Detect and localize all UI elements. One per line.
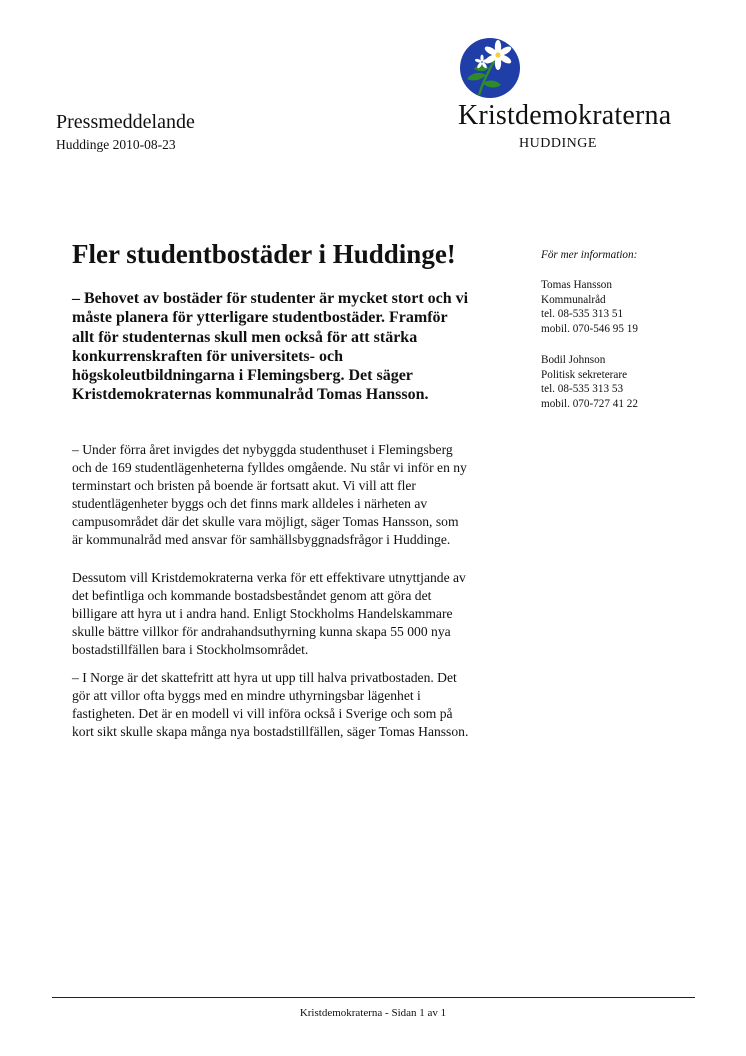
footer-divider bbox=[52, 997, 695, 998]
organization-name: Kristdemokraterna bbox=[458, 100, 672, 131]
contact-name: Bodil Johnson bbox=[541, 354, 606, 366]
contact-mobile: mobil. 070-546 95 19 bbox=[541, 322, 638, 335]
body-line: fastigheten. Det är en modell vi vill införa också i Sverige och som på bbox=[72, 706, 453, 721]
body-line: terminstart och bristen på boende är fortsatt akut. Vi vill att fler bbox=[72, 478, 416, 493]
body-line: Dessutom vill Kristdemokraterna verka för ett effektivare utnyttjande av bbox=[72, 570, 466, 585]
document-type: Pressmeddelande bbox=[56, 111, 195, 133]
press-release-title: Fler studentbostäder i Huddinge! bbox=[72, 239, 456, 269]
body-paragraph-1 bbox=[72, 441, 504, 549]
organization-city: HUDDINGE bbox=[519, 136, 597, 151]
body-line: billigare att hyra ut i andra hand. Enligt Stockholms Handelskammare bbox=[72, 606, 453, 621]
lead-line: – Behovet av bostäder för studenter är mycket stort och vi bbox=[72, 290, 469, 307]
lead-line: konkurrenskraften för universitets- och bbox=[72, 347, 343, 365]
contact-block-tomas bbox=[541, 278, 638, 336]
body-line: är kommunalråd med ansvar för samhällsbyggnadsfrågor i Huddinge. bbox=[72, 532, 451, 547]
body-line: gör att villor ofta byggs med en mindre uthyrningsbar lägenhet i bbox=[72, 688, 421, 703]
lead-line: allt för studenternas skull men också för att stärka bbox=[72, 328, 418, 346]
contact-name: Tomas Hansson bbox=[541, 279, 612, 291]
body-line: det befintliga och kommande bostadsbeståndet genom att göra det bbox=[72, 588, 432, 603]
contact-mobile: mobil. 070-727 41 22 bbox=[541, 397, 638, 410]
lead-line: högskoleutbildningarna i Flemingsberg. Det säger bbox=[72, 367, 413, 385]
contact-heading: För mer information: bbox=[541, 249, 638, 261]
contact-block-bodil bbox=[541, 353, 638, 411]
body-line: – I Norge är det skattefritt att hyra ut upp till halva privatbostaden. Det bbox=[72, 670, 457, 685]
body-line: bostadstillfällen bara i Stockholmsområdet. bbox=[72, 642, 309, 657]
body-line: och de 169 studentlägenheterna fylldes omgående. Nu står vi inför en ny bbox=[72, 460, 467, 475]
lead-paragraph bbox=[72, 289, 512, 405]
contact-role: Kommunalråd bbox=[541, 293, 606, 306]
flower-logo-icon bbox=[459, 37, 521, 99]
lead-line: måste planera för ytterligare studentbostäder. Framför bbox=[72, 309, 448, 327]
body-line: skulle bättre villkor för andrahandsuthyrning kunna skapa 55 000 nya bbox=[72, 624, 451, 639]
body-line: – Under förra året invigdes det nybyggda studenthuset i Flemingsberg bbox=[72, 442, 453, 457]
body-line: studentlägenheter byggs och det finns mark alldeles i närheten av bbox=[72, 496, 428, 511]
document-date: Huddinge 2010-08-23 bbox=[56, 137, 176, 152]
body-paragraph-3 bbox=[72, 669, 504, 741]
lead-line: Kristdemokraternas kommunalråd Tomas Hansson. bbox=[72, 386, 429, 404]
page-footer: Kristdemokraterna - Sidan 1 av 1 bbox=[299, 1007, 447, 1019]
body-line: campusområdet där det skulle vara möjligt, säger Tomas Hansson, som bbox=[72, 514, 459, 529]
contact-phone: tel. 08-535 313 53 bbox=[541, 383, 624, 396]
body-paragraph-2 bbox=[72, 569, 504, 659]
contact-phone: tel. 08-535 313 51 bbox=[541, 308, 624, 321]
body-line: kort sikt skulle skapa många nya bostadstillfällen, säger Tomas Hansson. bbox=[72, 724, 469, 739]
contact-role: Politisk sekreterare bbox=[541, 368, 628, 381]
